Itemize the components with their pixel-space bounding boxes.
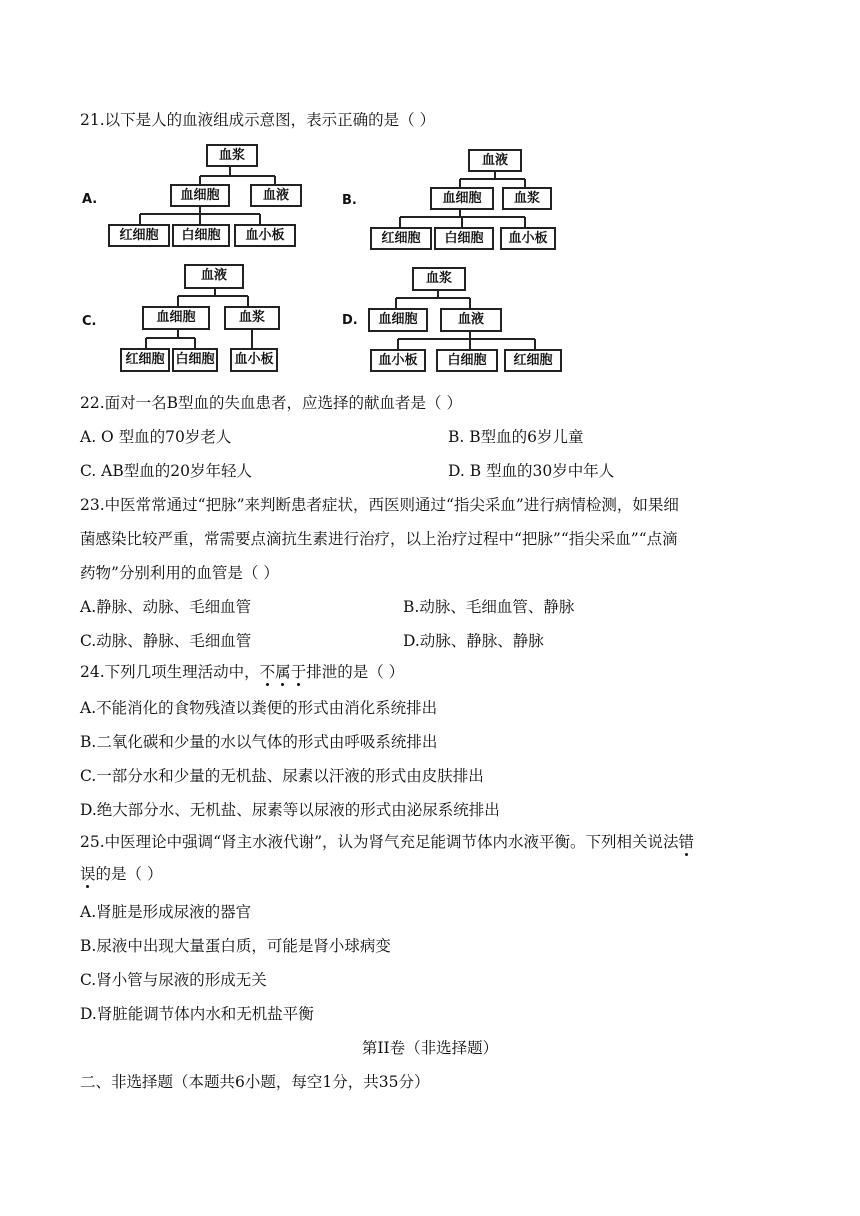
- diagram-b-bottom-2: 白细胞: [434, 227, 494, 250]
- q22-stem: 22.面对一名B型血的失血患者，应选择的献血者是（ ）: [80, 394, 462, 412]
- diagram-b-bottom-3: 血小板: [500, 227, 556, 250]
- diagram-c-top: 血液: [184, 264, 244, 289]
- diagram-b-mid-right: 血浆: [502, 187, 552, 210]
- diagram-c-mid-left: 血细胞: [142, 306, 210, 330]
- q25-stem-line-1-text: 25.中医理论中强调“肾主水液代谢”，认为肾气充足能调节体内水液平衡。下列相关说法: [80, 833, 679, 851]
- diagram-d-bottom-3: 红细胞: [504, 349, 562, 372]
- q25-emphasis-1: 错: [678, 833, 695, 851]
- option-letter-c: C.: [82, 314, 97, 329]
- diagram-c-bottom-2: 白细胞: [172, 348, 218, 372]
- diagram-c: [80, 262, 320, 377]
- diagram-a-bottom-2: 白细胞: [172, 224, 230, 247]
- diagram-a-mid-left: 血细胞: [170, 184, 230, 207]
- q22-option-a: A. O 型血的70岁老人: [80, 428, 232, 446]
- option-letter-d: D.: [342, 313, 358, 328]
- diagram-a-top: 血浆: [206, 144, 258, 167]
- q22-option-c: C. AB型血的20岁年轻人: [80, 462, 252, 480]
- q23-stem-line-1: 23.中医常常通过“把脉”来判断患者症状，西医则通过“指尖采血”进行病情检测，如果细: [80, 496, 679, 514]
- section-heading: 二、非选择题（本题共6小题，每空1分，共35分）: [80, 1073, 430, 1091]
- diagram-d-bottom-1: 血小板: [370, 349, 426, 372]
- diagram-d-mid-right: 血液: [440, 308, 502, 332]
- diagram-a-mid-right: 血液: [250, 184, 302, 207]
- option-letter-b: B.: [342, 193, 357, 208]
- diagram-b-bottom-1: 红细胞: [370, 227, 432, 250]
- diagram-c-mid-right: 血浆: [224, 306, 280, 330]
- q23-option-d: D.动脉、静脉、静脉: [403, 632, 544, 650]
- diagram-b: [340, 145, 570, 255]
- diagram-b-top: 血液: [468, 149, 522, 172]
- q24-option-a: A.不能消化的食物残渣以粪便的形式由消化系统排出: [80, 699, 438, 717]
- q22-option-b: B. B型血的6岁儿童: [448, 428, 584, 446]
- q24-stem-pre: 24.下列几项生理活动中，: [80, 663, 260, 681]
- diagram-c-bottom-3: 血小板: [230, 348, 278, 372]
- q25-stem-line-2: [80, 864, 162, 884]
- q24-option-b: B.二氧化碳和少量的水以气体的形式由呼吸系统排出: [80, 733, 438, 751]
- q23-option-a: A.静脉、动脉、毛细血管: [80, 598, 252, 616]
- option-letter-a: A.: [82, 192, 98, 207]
- diagram-c-bottom-1: 红细胞: [120, 348, 170, 372]
- q23-stem-line-3: 药物”分别利用的血管是（ ）: [80, 564, 279, 582]
- q22-option-d: D. B 型血的30岁中年人: [448, 462, 615, 480]
- diagram-d-top: 血浆: [412, 267, 466, 291]
- diagram-b-mid-left: 血细胞: [430, 187, 494, 210]
- q24-emphasis-2: 属: [275, 663, 291, 681]
- diagram-d-bottom-2: 白细胞: [436, 349, 498, 372]
- q24-option-c: C.一部分水和少量的无机盐、尿素以汗液的形式由皮肤排出: [80, 767, 484, 785]
- q25-stem-line-1: [80, 832, 694, 852]
- q23-option-c: C.动脉、静脉、毛细血管: [80, 632, 252, 650]
- q25-option-c: C.肾小管与尿液的形成无关: [80, 971, 267, 989]
- q21-stem: 21.以下是人的血液组成示意图，表示正确的是（ ）: [80, 111, 436, 129]
- q25-stem-line-2-text: 的是（ ）: [95, 865, 163, 883]
- diagram-a-bottom-3: 血小板: [234, 224, 296, 247]
- q25-option-a: A.肾脏是形成尿液的器官: [80, 903, 252, 921]
- q25-option-b: B.尿液中出现大量蛋白质，可能是肾小球病变: [80, 937, 391, 955]
- q25-option-d: D.肾脏能调节体内水和无机盐平衡: [80, 1005, 314, 1023]
- diagram-d-mid-left: 血细胞: [368, 308, 428, 332]
- q24-stem: [80, 662, 404, 682]
- section-title: 第II卷（非选择题）: [361, 1039, 499, 1057]
- q23-stem-line-2: 菌感染比较严重，常需要点滴抗生素进行治疗，以上治疗过程中“把脉”“指尖采血”“点滴: [80, 530, 678, 548]
- diagram-a-bottom-1: 红细胞: [108, 224, 170, 247]
- diagram-a: [80, 140, 320, 255]
- q24-option-d: D.绝大部分水、无机盐、尿素等以尿液的形式由泌尿系统排出: [80, 801, 500, 819]
- q24-emphasis-1: 不: [259, 663, 276, 681]
- q25-emphasis-2: 误: [80, 865, 96, 883]
- diagram-d: [340, 265, 580, 377]
- q24-stem-post: 排泄的是（ ）: [306, 663, 405, 681]
- q24-emphasis-3: 于: [290, 663, 307, 681]
- q23-option-b: B.动脉、毛细血管、静脉: [403, 598, 575, 616]
